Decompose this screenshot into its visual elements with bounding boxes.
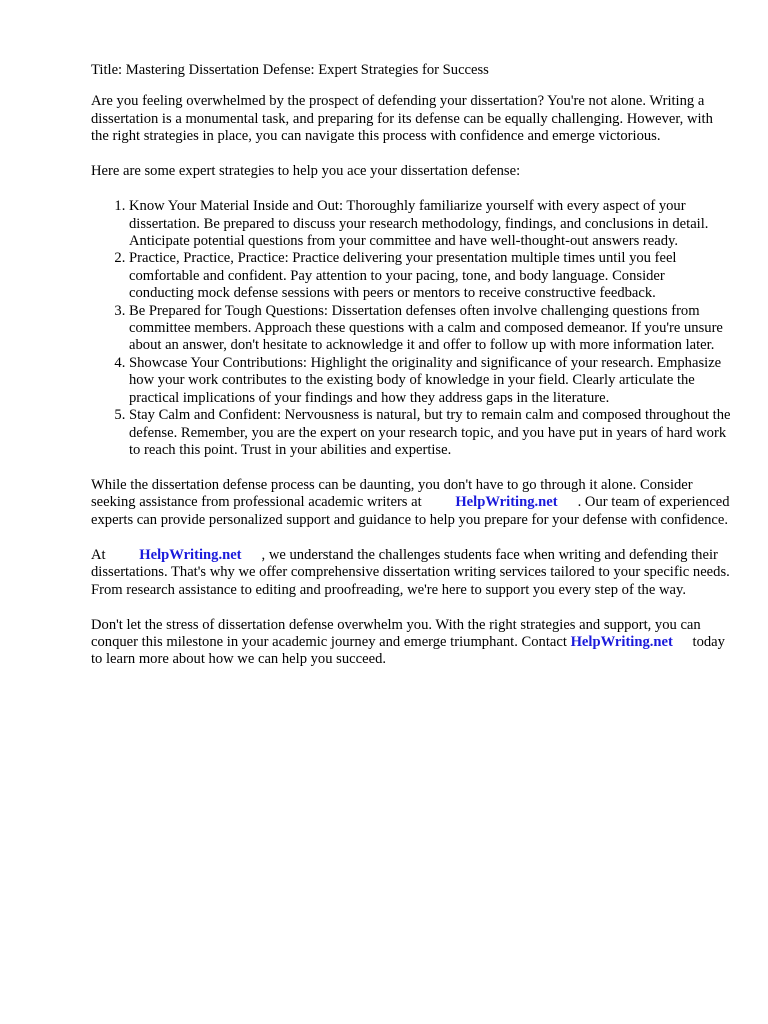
at-text-before: At	[91, 546, 106, 563]
helpwriting-link[interactable]: HelpWriting.net	[139, 546, 242, 563]
at-text-after: , we understand the challenges students face when writing and defending their dissertations. That's why we offer comprehensive dissertation writing services tailored to your specific needs. From research assistance to editing and proofreading, we're here to support you every step of the way.	[91, 546, 730, 598]
strategies-lead-in: Here are some expert strategies to help you ace your dissertation defense:	[91, 163, 521, 180]
strategy-item: 2. Practice, Practice, Practice: Practice delivering your presentation multiple times until you feel comfortable and confident. Pay attention to your pacing, tone, and body language. Consider conducting mock defense sessions with peers or mentors to receive constructive feedback.	[129, 250, 731, 302]
strategy-item: 1. Know Your Material Inside and Out: Thoroughly familiarize yourself with every aspect of your dissertation. Be prepared to discuss your research methodology, findings, and conclusions in detail. Anticipate potential questions from your committee and have well-thought-out answers ready.	[129, 198, 731, 250]
closing-paragraph	[91, 617, 731, 669]
closing-text-before: Don't let the stress of dissertation defense overwhelm you. With the right strategies and support, you can conquer this milestone in your academic journey and emerge triumphant. Contact	[91, 616, 701, 650]
assistance-text-after: . Our team of experienced experts can provide personalized support and guidance to help you prepare for your defense with confidence.	[91, 494, 730, 528]
helpwriting-link[interactable]: HelpWriting.net	[455, 494, 558, 511]
strategy-item: 3. Be Prepared for Tough Questions: Dissertation defenses often involve challenging questions from committee members. Approach these questions with a calm and composed demeanor. If you're unsure about an answer, don't hesitate to acknowledge it and offer to follow up with more information later.	[129, 303, 731, 355]
strategies-list	[91, 198, 731, 459]
document-title: Title: Mastering Dissertation Defense: Expert Strategies for Success	[91, 62, 489, 78]
strategy-item: 5. Stay Calm and Confident: Nervousness is natural, but try to remain calm and composed throughout the defense. Remember, you are the expert on your research topic, and you have put in years of hard work to reach this point. Trust in your abilities and expertise.	[129, 407, 731, 459]
assistance-text-before: While the dissertation defense process can be daunting, you don't have to go through it alone. Consider seeking assistance from professional academic writers at	[91, 476, 693, 511]
assistance-paragraph	[91, 477, 731, 529]
helpwriting-link[interactable]: HelpWriting.net	[570, 633, 673, 650]
strategy-item: 4. Showcase Your Contributions: Highlight the originality and significance of your research. Emphasize how your work contributes to the existing body of knowledge in your field. Clearly articulate the practical implications of your findings and how they address gaps in the literature.	[129, 355, 731, 407]
at-paragraph	[91, 547, 731, 599]
document-page	[91, 62, 731, 686]
intro-paragraph: Are you feeling overwhelmed by the prospect of defending your dissertation? You're not alone. Writing a dissertation is a monumental task, and preparing for its defense can be equally challenging. However, with the right strategies in place, you can navigate this process with confidence and emerge victorious.	[91, 93, 713, 145]
closing-text-after: today to learn more about how we can help you succeed.	[91, 633, 725, 668]
